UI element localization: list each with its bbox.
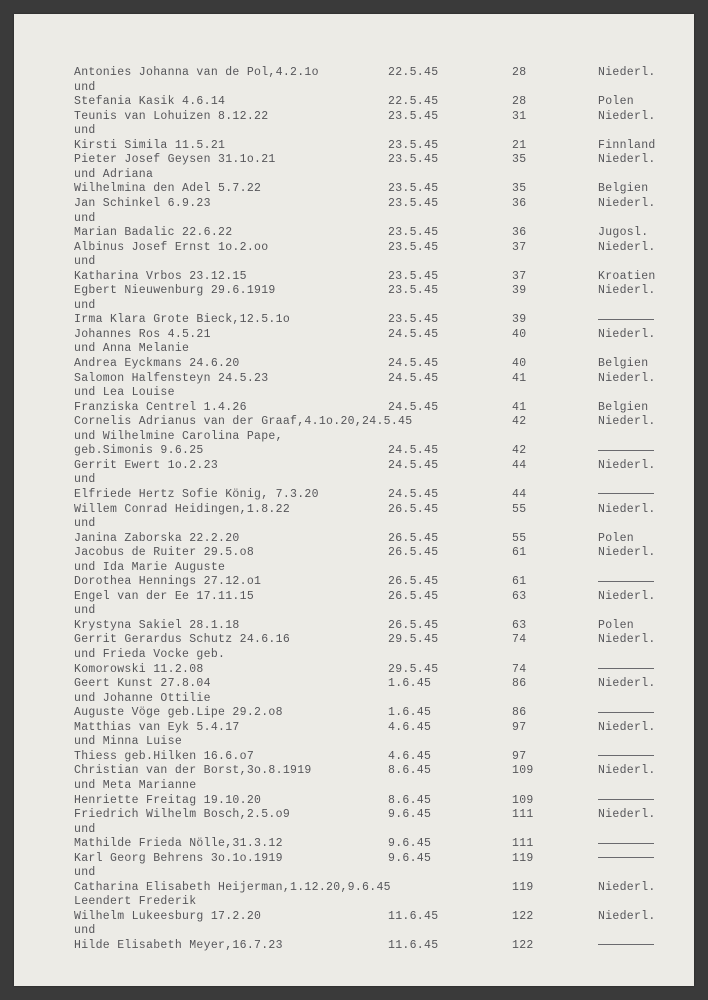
record-name: Matthias van Eyk 5.4.17 (74, 720, 240, 734)
record-name: Wilhelmina den Adel 5.7.22 (74, 182, 262, 196)
record-row (14, 182, 694, 196)
record-row (14, 270, 694, 284)
record-number: 119 (512, 880, 534, 894)
record-number: 86 (512, 706, 527, 720)
record-number: 111 (512, 808, 534, 822)
record-row (14, 735, 694, 749)
record-name: Gerrit Ewert 1o.2.23 (74, 458, 219, 472)
record-date: 23.5.45 (388, 269, 439, 283)
record-date: 24.5.45 (388, 487, 439, 501)
record-date: 23.5.45 (388, 182, 439, 196)
record-name: Mathilde Frieda Nölle,31.3.12 (74, 837, 283, 851)
record-name: Leendert Frederik (74, 895, 197, 909)
record-row (14, 808, 694, 822)
record-name: Albinus Josef Ernst 1o.2.oo (74, 240, 269, 254)
record-name: Christian van der Borst,3o.8.1919 (74, 764, 312, 778)
record-number: 28 (512, 95, 527, 109)
record-row (14, 66, 694, 80)
record-nationality: Belgien (598, 357, 649, 370)
record-row (14, 226, 694, 240)
record-row (14, 532, 694, 546)
record-number: 63 (512, 618, 527, 632)
record-row (14, 663, 694, 677)
record-nationality: Niederl. (598, 677, 656, 691)
dash-mark (598, 488, 654, 502)
record-date: 22.5.45 (388, 66, 439, 79)
record-number: 122 (512, 939, 534, 952)
record-row (14, 546, 694, 560)
record-name: Karl Georg Behrens 3o.1o.1919 (74, 851, 283, 865)
record-date: 26.5.45 (388, 546, 439, 560)
record-row (14, 168, 694, 182)
record-row (14, 212, 694, 226)
record-number: 39 (512, 313, 527, 327)
record-date: 26.5.45 (388, 502, 439, 516)
record-name: und (74, 80, 96, 94)
record-name: und Lea Louise (74, 386, 175, 400)
record-name: Elfriede Hertz Sofie König, 7.3.20 (74, 487, 319, 501)
record-name: Cornelis Adrianus van der Graaf,4.1o.20,24.5.45 (74, 415, 413, 429)
record-date: 26.5.45 (388, 575, 439, 589)
record-nationality: Niederl. (598, 909, 656, 923)
record-date: 4.6.45 (388, 720, 432, 734)
record-name: Pieter Josef Geysen 31.1o.21 (74, 153, 276, 167)
record-name: und (74, 822, 96, 836)
record-date: 24.5.45 (388, 444, 439, 458)
record-date: 23.5.45 (388, 284, 439, 298)
record-date: 23.5.45 (388, 226, 439, 240)
record-nationality: Jugosl. (598, 226, 649, 240)
record-number: 74 (512, 633, 527, 647)
record-row (14, 95, 694, 109)
record-nationality: Niederl. (598, 808, 656, 822)
record-date: 26.5.45 (388, 531, 439, 545)
record-nationality: Niederl. (598, 720, 656, 734)
record-name: Geert Kunst 27.8.04 (74, 677, 211, 691)
record-date: 11.6.45 (388, 909, 439, 923)
dash-mark (598, 837, 654, 851)
record-name: Andrea Eyckmans 24.6.20 (74, 357, 240, 370)
record-date: 26.5.45 (388, 589, 439, 603)
record-name: Salomon Halfensteyn 24.5.23 (74, 371, 269, 385)
record-name: Jacobus de Ruiter 29.5.o8 (74, 546, 255, 560)
record-name: Thiess geb.Hilken 16.6.o7 (74, 749, 255, 763)
dash-mark (598, 852, 654, 866)
record-number: 39 (512, 284, 527, 298)
record-date: 22.5.45 (388, 95, 439, 109)
record-name: geb.Simonis 9.6.25 (74, 444, 204, 458)
record-row (14, 764, 694, 778)
record-nationality: Belgien (598, 182, 649, 196)
record-number: 37 (512, 240, 527, 254)
record-nationality: Niederl. (598, 109, 656, 123)
record-name: Engel van der Ee 17.11.15 (74, 589, 255, 603)
record-date: 23.5.45 (388, 138, 439, 152)
record-row (14, 430, 694, 444)
record-nationality: Niederl. (598, 415, 656, 429)
record-date: 1.6.45 (388, 706, 432, 720)
record-nationality: Niederl. (598, 458, 656, 472)
record-row (14, 255, 694, 269)
record-row (14, 852, 694, 866)
record-name: Egbert Nieuwenburg 29.6.1919 (74, 284, 276, 298)
record-name: Friedrich Wilhelm Bosch,2.5.o9 (74, 808, 291, 822)
record-nationality: Polen (598, 531, 635, 545)
record-date: 8.6.45 (388, 793, 432, 807)
record-row (14, 284, 694, 298)
record-nationality: Niederl. (598, 196, 656, 210)
record-date: 23.5.45 (388, 109, 439, 123)
record-nationality: Niederl. (598, 764, 656, 778)
record-row (14, 328, 694, 342)
dash-mark (598, 444, 654, 458)
dash-mark (598, 706, 654, 720)
record-number: 55 (512, 531, 527, 545)
record-number: 86 (512, 677, 527, 691)
record-number: 119 (512, 851, 534, 865)
record-name: Komorowski 11.2.08 (74, 662, 204, 676)
record-name: Willem Conrad Heidingen,1.8.22 (74, 502, 291, 516)
record-number: 40 (512, 357, 527, 370)
record-row (14, 823, 694, 837)
record-number: 42 (512, 415, 527, 429)
record-row (14, 401, 694, 415)
record-number: 74 (512, 662, 527, 676)
record-row (14, 575, 694, 589)
record-nationality: Niederl. (598, 589, 656, 603)
record-name: und (74, 473, 96, 487)
record-nationality: Finnland (598, 138, 656, 152)
record-name: Henriette Freitag 19.10.20 (74, 793, 262, 807)
record-name: und Ida Marie Auguste (74, 560, 226, 574)
record-row (14, 692, 694, 706)
record-nationality: Niederl. (598, 240, 656, 254)
record-name: und (74, 124, 96, 138)
record-row (14, 342, 694, 356)
record-name: und Frieda Vocke geb. (74, 648, 226, 661)
record-name: und Anna Melanie (74, 342, 190, 356)
record-date: 9.6.45 (388, 837, 432, 851)
document-page (14, 14, 694, 986)
dash-mark (598, 575, 654, 589)
record-row (14, 895, 694, 909)
record-row (14, 139, 694, 153)
record-date: 24.5.45 (388, 327, 439, 341)
record-row (14, 677, 694, 691)
record-name: Teunis van Lohuizen 8.12.22 (74, 109, 269, 123)
record-number: 35 (512, 153, 527, 167)
record-row (14, 153, 694, 167)
record-number: 41 (512, 371, 527, 385)
dash-mark (598, 939, 654, 953)
record-row (14, 881, 694, 895)
record-date: 24.5.45 (388, 458, 439, 472)
record-nationality: Niederl. (598, 327, 656, 341)
record-row (14, 503, 694, 517)
record-number: 109 (512, 764, 534, 778)
record-date: 9.6.45 (388, 851, 432, 865)
record-row (14, 386, 694, 400)
record-nationality: Niederl. (598, 633, 656, 647)
record-nationality: Niederl. (598, 880, 656, 894)
record-number: 28 (512, 66, 527, 79)
record-row (14, 750, 694, 764)
record-row (14, 372, 694, 386)
record-row (14, 459, 694, 473)
record-name: und Wilhelmine Carolina Pape, (74, 429, 283, 443)
record-row (14, 517, 694, 531)
record-row (14, 604, 694, 618)
record-date: 24.5.45 (388, 357, 439, 370)
record-name: Wilhelm Lukeesburg 17.2.20 (74, 909, 262, 923)
record-name: Jan Schinkel 6.9.23 (74, 196, 211, 210)
record-name: und (74, 211, 96, 225)
record-row (14, 706, 694, 720)
record-row (14, 794, 694, 808)
record-name: Hilde Elisabeth Meyer,16.7.23 (74, 939, 283, 952)
record-number: 37 (512, 269, 527, 283)
record-name: Dorothea Hennings 27.12.o1 (74, 575, 262, 589)
record-name: Johannes Ros 4.5.21 (74, 327, 211, 341)
record-row (14, 110, 694, 124)
record-number: 61 (512, 575, 527, 589)
record-row (14, 81, 694, 95)
record-name: und (74, 866, 96, 880)
record-name: Gerrit Gerardus Schutz 24.6.16 (74, 633, 291, 647)
record-nationality: Belgien (598, 400, 649, 414)
record-number: 35 (512, 182, 527, 196)
record-number: 61 (512, 546, 527, 560)
record-row (14, 415, 694, 429)
record-number: 31 (512, 109, 527, 123)
record-name: Franziska Centrel 1.4.26 (74, 400, 247, 414)
record-row (14, 299, 694, 313)
record-row (14, 561, 694, 575)
record-date: 23.5.45 (388, 313, 439, 327)
record-number: 40 (512, 327, 527, 341)
record-name: und Minna Luise (74, 735, 183, 749)
record-date: 23.5.45 (388, 153, 439, 167)
record-name: Katharina Vrbos 23.12.15 (74, 269, 247, 283)
record-nationality: Niederl. (598, 284, 656, 298)
record-row (14, 939, 694, 953)
record-name: Auguste Vöge geb.Lipe 29.2.o8 (74, 706, 283, 720)
record-date: 23.5.45 (388, 196, 439, 210)
record-row (14, 779, 694, 793)
record-row (14, 357, 694, 371)
record-name: und (74, 604, 96, 618)
record-row (14, 924, 694, 938)
record-number: 97 (512, 749, 527, 763)
record-nationality: Polen (598, 95, 635, 109)
record-list (14, 14, 694, 986)
record-row (14, 837, 694, 851)
record-date: 4.6.45 (388, 749, 432, 763)
record-number: 63 (512, 589, 527, 603)
record-name: Catharina Elisabeth Heijerman,1.12.20,9.6.45 (74, 880, 391, 894)
record-date: 29.5.45 (388, 662, 439, 676)
record-row (14, 910, 694, 924)
dash-mark (598, 663, 654, 677)
record-row (14, 648, 694, 662)
record-row (14, 590, 694, 604)
record-number: 111 (512, 837, 534, 851)
record-date: 8.6.45 (388, 764, 432, 778)
record-row (14, 619, 694, 633)
record-number: 44 (512, 458, 527, 472)
record-row (14, 313, 694, 327)
record-nationality: Niederl. (598, 546, 656, 560)
dash-mark (598, 750, 654, 764)
record-nationality: Kroatien (598, 269, 656, 283)
record-name: und (74, 924, 96, 938)
record-nationality: Niederl. (598, 66, 656, 79)
record-number: 36 (512, 196, 527, 210)
record-row (14, 241, 694, 255)
record-row (14, 633, 694, 647)
record-number: 97 (512, 720, 527, 734)
record-name: Antonies Johanna van de Pol,4.2.1o (74, 66, 319, 79)
record-name: und (74, 298, 96, 312)
record-number: 44 (512, 487, 527, 501)
record-date: 1.6.45 (388, 677, 432, 691)
record-name: Krystyna Sakiel 28.1.18 (74, 618, 240, 632)
record-name: Marian Badalic 22.6.22 (74, 226, 233, 240)
record-date: 26.5.45 (388, 618, 439, 632)
record-number: 42 (512, 444, 527, 458)
record-number: 41 (512, 400, 527, 414)
record-row (14, 124, 694, 138)
dash-mark (598, 313, 654, 327)
record-nationality: Niederl. (598, 153, 656, 167)
record-name: Janina Zaborska 22.2.20 (74, 531, 240, 545)
record-number: 55 (512, 502, 527, 516)
record-date: 23.5.45 (388, 240, 439, 254)
record-date: 24.5.45 (388, 400, 439, 414)
record-name: und Meta Marianne (74, 778, 197, 792)
record-name: und (74, 255, 96, 269)
record-nationality: Polen (598, 618, 635, 632)
record-nationality: Niederl. (598, 502, 656, 516)
record-row (14, 488, 694, 502)
record-row (14, 473, 694, 487)
record-name: Irma Klara Grote Bieck,12.5.1o (74, 313, 291, 327)
record-number: 21 (512, 138, 527, 152)
record-nationality: Niederl. (598, 371, 656, 385)
record-row (14, 866, 694, 880)
record-name: und Adriana (74, 167, 154, 181)
record-number: 122 (512, 909, 534, 923)
record-date: 24.5.45 (388, 371, 439, 385)
record-row (14, 721, 694, 735)
record-row (14, 444, 694, 458)
dash-mark (598, 794, 654, 808)
record-name: und (74, 517, 96, 531)
record-row (14, 197, 694, 211)
record-number: 36 (512, 226, 527, 240)
record-number: 109 (512, 793, 534, 807)
record-name: und Johanne Ottilie (74, 691, 211, 705)
record-date: 9.6.45 (388, 808, 432, 822)
record-name: Stefania Kasik 4.6.14 (74, 95, 226, 109)
record-date: 29.5.45 (388, 633, 439, 647)
record-name: Kirsti Simila 11.5.21 (74, 138, 226, 152)
record-date: 11.6.45 (388, 939, 439, 952)
